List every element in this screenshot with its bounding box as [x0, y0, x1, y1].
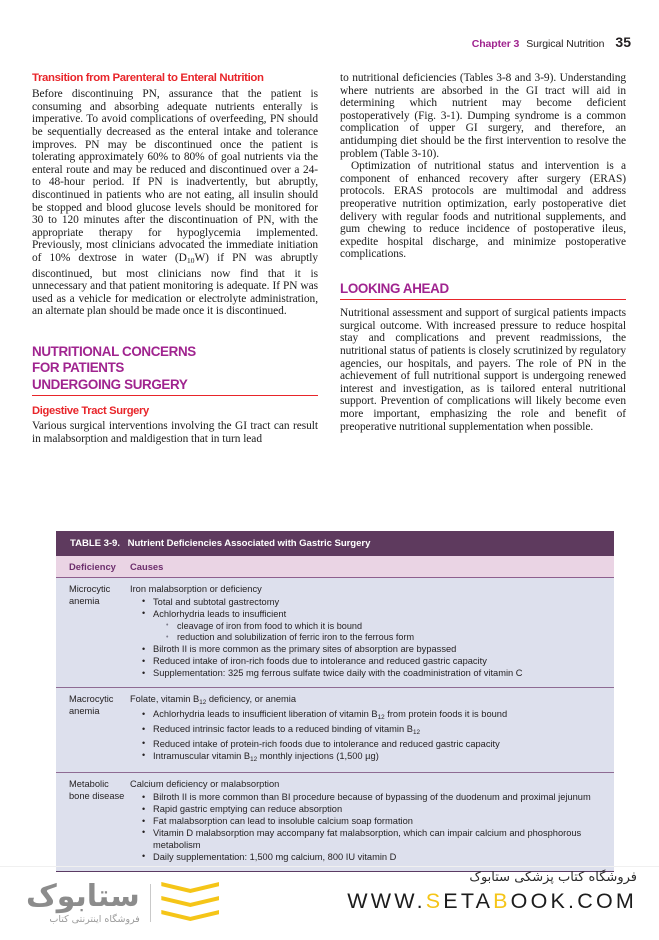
url-part-s: S — [425, 889, 444, 913]
logo-tagline: فروشگاه اینترنتی کتاب — [49, 913, 140, 925]
list-item: • cleavage of iron from food to which it is bound — [166, 621, 602, 633]
heading-rule — [340, 299, 626, 300]
left-section-heading: Transition from Parenteral to Enteral Nutrition — [32, 72, 264, 84]
url-part-ook-com: OOK.COM — [510, 889, 637, 913]
page-number: 35 — [615, 34, 631, 50]
url-part-eta: ETA — [443, 889, 494, 913]
url-part-www: WWW. — [347, 889, 426, 913]
list-item: • Achlorhydria leads to insufficient liberation of vitamin $B_{12}$ from protein foods it is bound — [142, 709, 602, 724]
right-paragraph-1: to nutritional deficiencies (Tables 3-8 and 3-9). Understanding where nutrients are absorbed in the GI tract will aid in determining which nutrient may become deficient postoperatively (Fig. 3-1). Dumping syndrome is a common complication of upper GI surgery, and therefore, an antidumping diet should be the first intervention to resolve the problem (Table 3-10). — [340, 72, 626, 160]
causes-lead: Iron malabsorption or deficiency — [130, 584, 262, 594]
url-part-b: B — [493, 889, 511, 913]
left-paragraph-2: Various surgical interventions involving the GI tract can result in malabsorption and maldigestion that in turn lead — [32, 420, 318, 445]
row-deficiency: Metabolic bone disease — [69, 779, 125, 801]
list-item: • Rapid gastric emptying can reduce absorption — [142, 804, 602, 816]
list-item: • Reduced intrinsic factor leads to a reduced binding of vitamin $B_{12}$ — [142, 724, 602, 739]
heading-line-3: UNDERGOING SURGERY — [32, 376, 188, 392]
chevron-down-icon — [161, 882, 219, 893]
table-body — [56, 578, 614, 872]
heading-line-1: NUTRITIONAL CONCERNS — [32, 344, 196, 360]
table-header-row — [56, 556, 614, 578]
heading-rule — [32, 395, 318, 396]
right-paragraph-3: Nutritional assessment and support of surgical patients impacts surgical outcome. With increased pressure to reduce hospital stay and complications and prevent readmissions, the nutritional status of patients is closely scrutinized by regulatory agencies, our hospitals, and payers. The role of PN in the achievement of full nutritional support is undergoing renewed interest and investigation, as is tailored enteral nutritional support. Prevention of complications will likely become even more important, emphasizing the role and benefit of preoperative nutritional supplementation when possible. — [340, 307, 626, 433]
article-columns — [32, 72, 627, 512]
footer-divider — [0, 866, 659, 867]
list-item: • Supplementation: 325 mg ferrous sulfate twice daily with the coadministration of vitamin C — [142, 668, 602, 680]
table-title-bar — [56, 531, 614, 556]
list-item: • Vitamin D malabsorption may accompany fat malabsorption, which can impair calcium and phosphorous metabolism — [142, 828, 602, 852]
row-deficiency: Microcytic anemia — [69, 584, 111, 606]
causes-bullet-list — [130, 792, 602, 863]
row-deficiency: Macrocytic anemia — [69, 693, 114, 716]
spacer — [340, 261, 626, 281]
list-item — [142, 609, 602, 645]
table-title: Nutrient Deficiencies Associated with Gastric Surgery — [127, 538, 371, 549]
list-item: • Reduced intake of protein-rich foods due to intolerance and reduced gastric capacity — [142, 739, 602, 751]
left-paragraph-1 — [32, 88, 318, 318]
list-item: • reduction and solubilization of ferric iron to the ferrous form — [166, 632, 602, 644]
chevron-stack-icon — [161, 881, 219, 925]
digestive-tract-surgery-heading: Digestive Tract Surgery — [32, 405, 149, 418]
setabook-logo[interactable] — [26, 872, 276, 934]
chevron-down-icon — [161, 896, 219, 907]
list-item: • Intramuscular vitamin $B_{12}$ monthly injections (1,500 µg) — [142, 751, 602, 766]
right-paragraph-2: Optimization of nutritional status and intervention is a component of enhanced recovery after surgery (ERAS) protocols. ERAS protocols are multimodal and address preoperative nutrition optimization, early postoperative diet delivery with regular foods and nutritional supplements, and gum chewing to reduce incidence of postoperative ileus, expedite hospital discharge, and minimize postoperative complications. — [340, 160, 626, 261]
table-row — [56, 688, 614, 773]
list-item: • Total and subtotal gastrectomy — [142, 597, 602, 609]
column-header-deficiency: Deficiency — [69, 561, 116, 572]
causes-bullet-list — [130, 597, 602, 680]
running-head — [472, 34, 631, 50]
row-causes — [130, 584, 614, 680]
causes-lead: Calcium deficiency or malabsorption — [130, 779, 280, 790]
list-item: • Bilroth II is more common than BI procedure because of bypassing of the duodenum and proximal jejunum — [142, 792, 602, 804]
left-paragraph-1-text: Before discontinuing PN, assurance that the patient is consuming and absorbing adequate nutrients enterally is imperative. To avoid complications of overfeeding, PN should be sequentially decreased as the enteral intake and tolerance improves. PN may be discontinued once the patient is tolerating approximately 60% to 80% of goal nutrients via the enteral route and may be reduced and discontinued over a 24- to 48-hour period. If PN is inadvertently, but abruptly, discontinued in patients who are not eating, all insulin should be stopped and blood glucose levels should be monitored for 30 to 120 minutes after the discontinuation of PN, with the appropriate therapy for hypoglycemia implemented. Previously, most clinicians advocated the immediate initiation of 10% dextrose in water $(D_{10}W)$ if PN was abruptly discontinued, but most clinicians now find that it is unnecessary and that patient monitoring is adequate. If PN was used as a vehicle for medication or electrolyte administration, an alternate plan should be made once it is discontinued. — [32, 88, 318, 318]
spacer — [32, 318, 318, 344]
running-head-section: Surgical Nutrition — [526, 38, 605, 50]
table-row — [56, 773, 614, 871]
table-row — [56, 578, 614, 688]
left-column — [32, 72, 318, 512]
causes-bullet-list — [130, 709, 602, 765]
table-3-9 — [56, 531, 614, 872]
footer-url[interactable] — [347, 889, 637, 914]
footer-brand-text — [347, 870, 637, 914]
row-causes — [130, 779, 614, 863]
chevron-down-icon — [161, 910, 219, 921]
column-header-causes: Causes — [130, 561, 164, 572]
right-column — [340, 72, 626, 512]
list-item: • Daily supplementation: 1,500 mg calcium, 800 IU vitamin D — [142, 852, 602, 864]
list-item: • Fat malabsorption can lead to insoluble calcium soap formation — [142, 816, 602, 828]
looking-ahead-heading: LOOKING AHEAD — [340, 280, 449, 296]
running-head-chapter: Chapter 3 — [471, 38, 520, 50]
causes-lead: Folate, vitamin $B_{12}$ deficiency, or anemia — [130, 693, 297, 706]
logo-divider — [150, 884, 152, 922]
row-causes — [130, 694, 614, 765]
list-item: • Bilroth II is more common as the primary sites of absorption are bypassed — [142, 644, 602, 656]
heading-line-2: FOR PATIENTS — [32, 360, 125, 376]
nutritional-concerns-heading — [32, 344, 318, 393]
logo-wordmark: ستابوک — [26, 878, 140, 914]
logo-text-block — [26, 878, 140, 925]
causes-subbullet-list — [153, 621, 602, 645]
footer-watermark — [0, 866, 659, 940]
footer-farsi-line: فروشگاه کتاب پزشکی ستابوک — [469, 870, 637, 885]
list-item-label: Achlorhydria leads to insufficient — [153, 608, 287, 619]
list-item: • Reduced intake of iron-rich foods due to intolerance and reduced gastric capacity — [142, 656, 602, 668]
table-label: TABLE 3-9. — [70, 538, 120, 549]
